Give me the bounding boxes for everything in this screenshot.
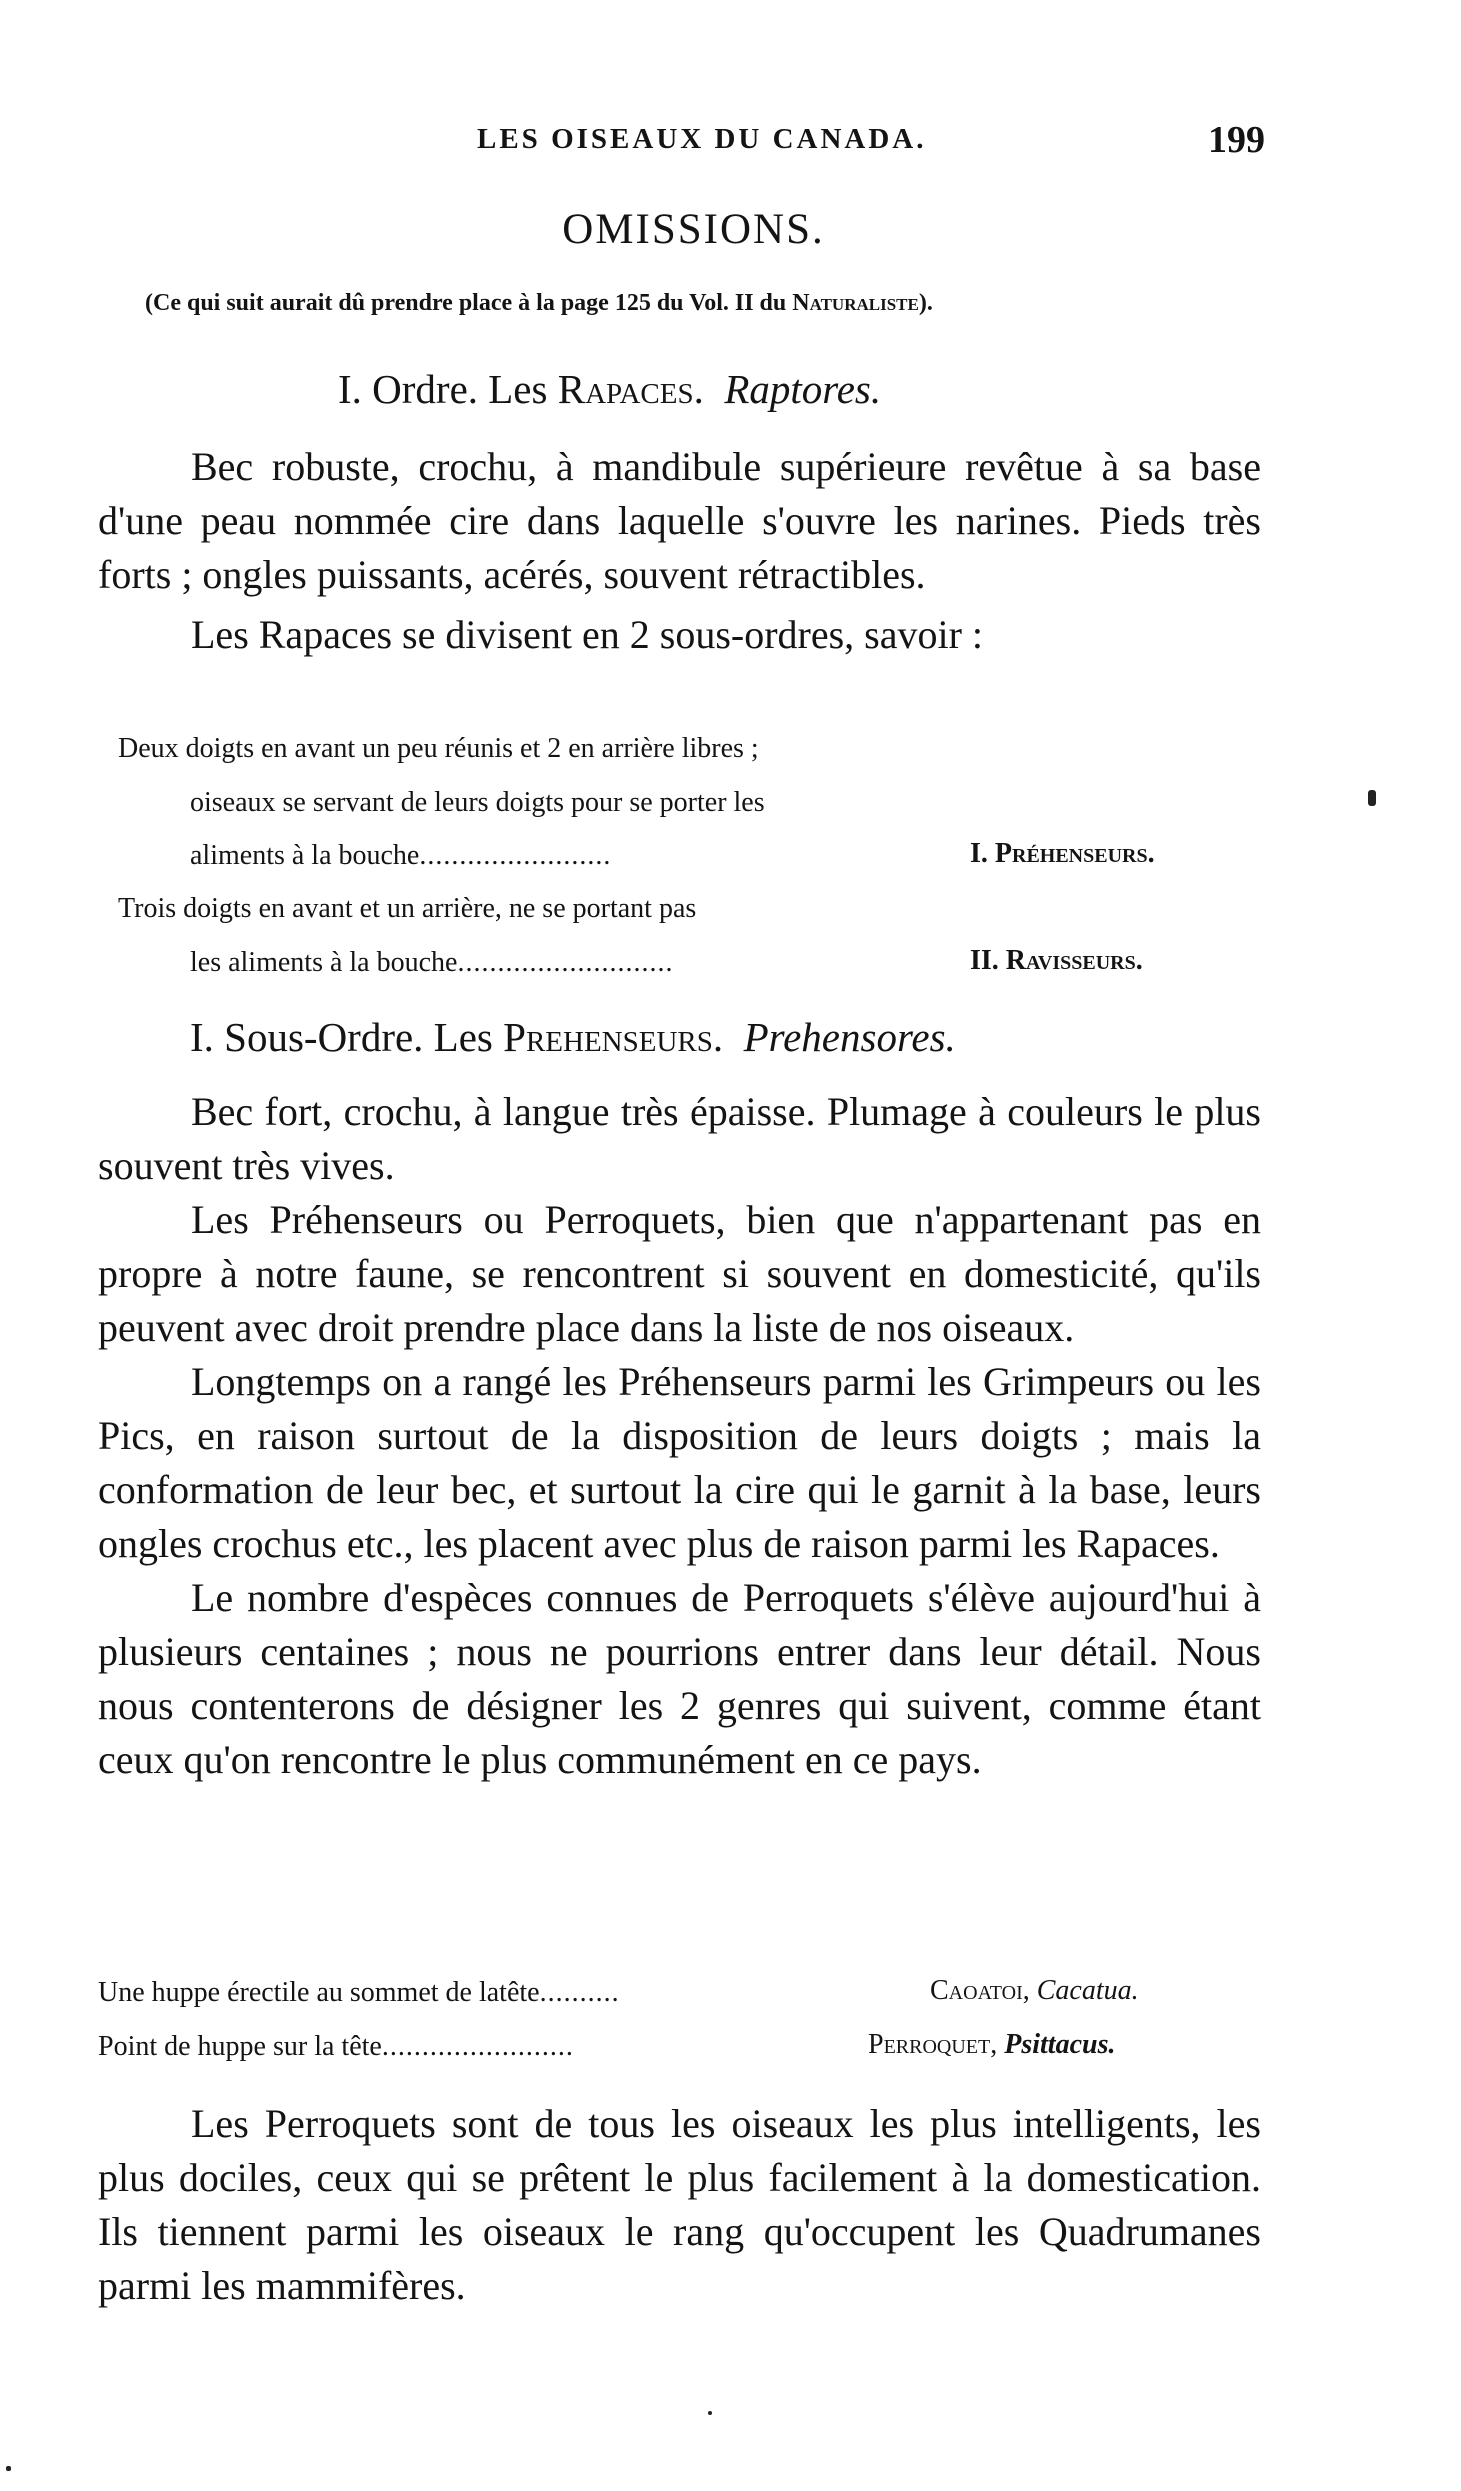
- key-line-5-text: les aliments à la bouche: [190, 947, 458, 978]
- ink-speck: [1368, 790, 1376, 806]
- order-label: I. Ordre. Les: [338, 366, 558, 412]
- suborder-name: Prehenseurs.: [503, 1014, 724, 1060]
- genus-latin-2: Psittacus.: [1004, 2029, 1116, 2060]
- genus-line-2: [98, 2031, 574, 2063]
- genus-name-1: Caoatoi,: [930, 1975, 1030, 2006]
- order-paragraph-2: Les Rapaces se divisent en 2 sous-ordres, savoir :: [191, 612, 984, 657]
- genus-line-1-leader: ..........: [539, 1977, 620, 2008]
- closing-paragraph: Les Perroquets sont de tous les oiseaux les plus intelligents, les plus dociles, ceux qui se prêtent le plus facilement à la domestication. Ils tiennent parmi les oiseaux le rang qu'occupent les Quadrumanes parmi les mammifères.: [98, 2101, 1261, 2308]
- genus-result-2: [868, 2029, 1115, 2061]
- key-result-1: I. Préhenseurs.: [970, 838, 1155, 869]
- genus-name-2: Perroquet,: [868, 2029, 998, 2060]
- editorial-note: [145, 290, 933, 317]
- note-end: ).: [918, 290, 933, 316]
- closing-text: [98, 2097, 1261, 2313]
- note-text: (Ce qui suit aurait dû prendre place à la page 125 du Vol. II du: [145, 290, 793, 316]
- suborder-paragraph-3: Longtemps on a rangé les Préhenseurs parmi les Grimpeurs ou les Pics, en raison surtout de la disposition de leurs doigts ; mais la conformation de leur bec, et surtout la cire qui le garnit à la base, leurs ongles crochus etc., les placent avec plus de raison parmi les Rapaces.: [98, 1359, 1261, 1566]
- key-line-5: [190, 947, 673, 979]
- order-name: Rapaces.: [557, 366, 704, 412]
- suborder-paragraph-2: Les Préhenseurs ou Perroquets, bien que n'appartenant pas en propre à notre faune, se rencontrent si souvent en domesticité, qu'ils peuvent avec droit prendre place dans la liste de nos oiseaux.: [98, 1197, 1261, 1350]
- genus-latin-1: Cacatua.: [1036, 1975, 1139, 2006]
- suborder-paragraph-4: Le nombre d'espèces connues de Perroquets s'élève aujourd'hui à plusieurs centaines ; nous ne pourrions entrer dans leur détail. Nous nous contenterons de désigner les 2 genres qui suivent, comme étant ceux qu'on rencontre le plus communément en ce pays.: [98, 1575, 1261, 1782]
- key-line-2: oiseaux se servant de leurs doigts pour se porter les: [190, 787, 765, 818]
- suborder-paragraph-1: Bec fort, crochu, à langue très épaisse. Plumage à couleurs le plus souvent très vives.: [98, 1089, 1261, 1188]
- genus-line-2-leader: ........................: [381, 2031, 574, 2062]
- key-line-3-leader: ........................: [419, 840, 612, 871]
- order-heading: [338, 365, 881, 413]
- order-paragraph-1: Bec robuste, crochu, à mandibule supérieure revêtue à sa base d'une peau nommée cire dans laquelle s'ouvre les narines. Pieds très forts ; ongles puissants, acérés, souvent rétractibles.: [98, 444, 1261, 597]
- key-line-1: Deux doigts en avant un peu réunis et 2 en arrière libres ;: [118, 733, 759, 764]
- suborder-text: [98, 1085, 1261, 1787]
- ink-dot-corner: [6, 2466, 11, 2471]
- key-result-2: II. Ravisseurs.: [970, 945, 1143, 976]
- page-number: 199: [1208, 119, 1265, 161]
- suborder-label: I. Sous-Ordre. Les: [190, 1014, 504, 1060]
- order-description: [98, 440, 1261, 662]
- key-line-3-text: aliments à la bouche: [190, 840, 420, 871]
- section-title: OMISSIONS.: [562, 206, 825, 253]
- ink-dot: [708, 2411, 712, 2415]
- key-line-4: Trois doigts en avant et un arrière, ne se portant pas: [118, 893, 697, 924]
- suborder-latin: Prehensores.: [743, 1014, 956, 1060]
- genus-line-1: [98, 1977, 620, 2009]
- order-latin: Raptores.: [724, 366, 882, 412]
- genus-line-2-text: Point de huppe sur la tête: [98, 2031, 382, 2062]
- genus-result-1: [930, 1975, 1139, 2007]
- key-line-5-leader: ...........................: [457, 947, 674, 978]
- note-journal: Naturaliste: [792, 290, 919, 316]
- running-title: LES OISEAUX DU CANADA.: [477, 123, 927, 155]
- suborder-heading: [190, 1013, 956, 1061]
- key-line-3: [190, 840, 611, 872]
- genus-line-1-text: Une huppe érectile au sommet de latête: [98, 1977, 540, 2008]
